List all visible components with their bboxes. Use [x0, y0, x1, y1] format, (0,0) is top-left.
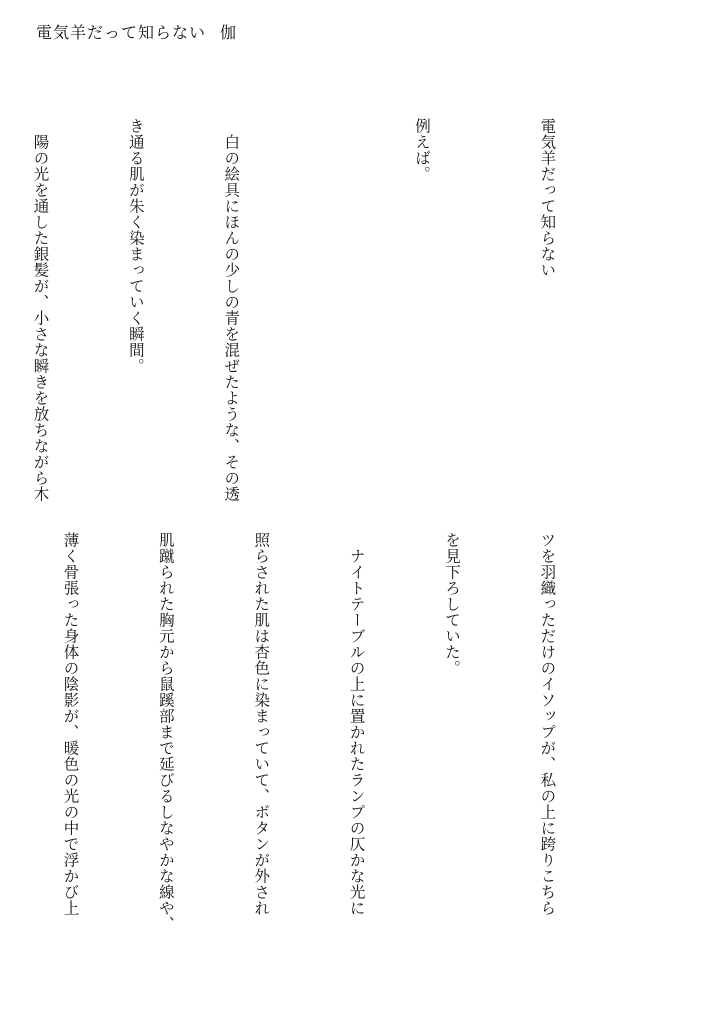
header-title: 電気羊だって知らない: [36, 23, 207, 42]
text-block-lower: [61, 532, 626, 932]
header-author: 伽: [220, 23, 238, 42]
text-line: を見下ろしていた。: [443, 532, 462, 676]
text-line: 照らされた肌は杏色に染まっていて、ボタンが外され: [252, 532, 271, 916]
text-line: 例えば。: [413, 118, 432, 182]
text-line: 肌蹴られた胸元から鼠蹊部まで延びるしなやかな線や、: [156, 532, 175, 932]
text-line: き通る肌が朱く染まっていく瞬間。: [126, 118, 145, 374]
text-line: ナイトテーブルの上に置かれたランプの仄かな光に: [347, 532, 366, 916]
text-line: 陽の光を通した銀髪が、小さな瞬きを放ちながら木: [31, 118, 50, 502]
running-header: [36, 20, 237, 43]
text-line: [310, 118, 342, 478]
text-line: 白の絵具にほんの少しの青を混ぜたような、その透: [222, 118, 241, 502]
story-title: 電気羊だって知らない: [538, 118, 557, 278]
text-line: ツを羽織っただけのイソップが、私の上に跨りこちら: [538, 532, 557, 916]
text-line: 薄く骨張った身体の陰影が、暖色の光の中で浮かび上: [61, 532, 80, 916]
text-block-upper: [31, 118, 626, 502]
